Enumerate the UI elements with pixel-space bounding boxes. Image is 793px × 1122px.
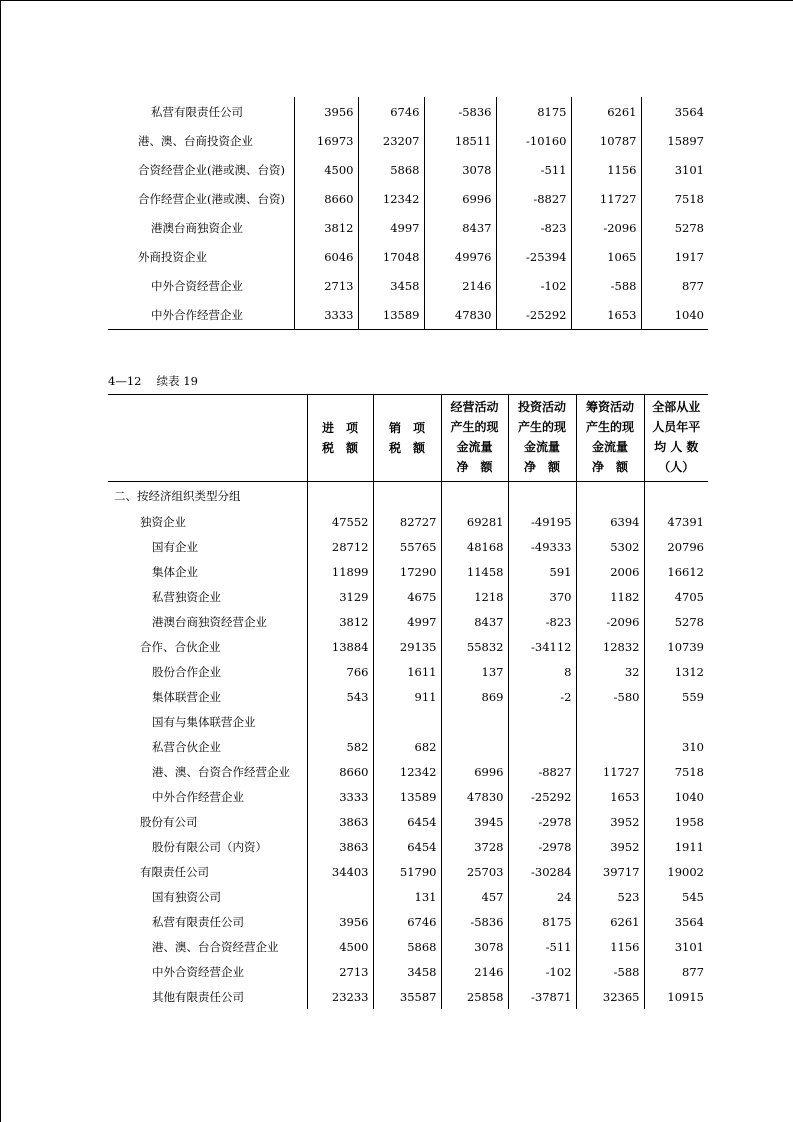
value-cell: 8660 (307, 759, 373, 784)
row-label: 国有独资公司 (152, 889, 221, 904)
value-cell: 47391 (644, 509, 708, 534)
table-row (108, 884, 708, 909)
row-label: 中外合作经营企业 (151, 307, 243, 322)
value-cell: 8660 (294, 184, 358, 213)
value-cell: 8437 (424, 213, 496, 242)
value-cell: 1156 (571, 155, 641, 184)
value-cell (508, 482, 576, 510)
value-cell: -102 (496, 271, 571, 300)
value-cell: 3101 (644, 934, 708, 959)
row-label: 合作经营企业(港或澳、台资) (138, 191, 285, 206)
table-row (108, 684, 708, 709)
value-cell: -511 (496, 155, 571, 184)
value-cell: 13589 (373, 784, 441, 809)
value-cell: 3078 (441, 934, 508, 959)
value-cell: 4705 (644, 584, 708, 609)
row-label: 港、澳、台合资经营企业 (152, 939, 279, 954)
value-cell: -25394 (496, 242, 571, 271)
value-cell: 16612 (644, 559, 708, 584)
table-row (108, 759, 708, 784)
value-cell: -2978 (508, 809, 576, 834)
row-label: 集体联营企业 (152, 689, 221, 704)
value-cell: 523 (576, 884, 644, 909)
value-cell: 23233 (307, 984, 373, 1009)
value-cell (441, 734, 508, 759)
table-row (108, 482, 708, 510)
value-cell: 32365 (576, 984, 644, 1009)
value-cell: -823 (508, 609, 576, 634)
value-cell: -49333 (508, 534, 576, 559)
value-cell: 2713 (294, 271, 358, 300)
table-row (108, 509, 708, 534)
header-avg-employees: 全部从业 人员年平 均 人 数 （人） (644, 395, 708, 482)
value-cell: 47830 (424, 300, 496, 330)
value-cell: 582 (307, 734, 373, 759)
value-cell: 3956 (294, 97, 358, 126)
value-cell: 1065 (571, 242, 641, 271)
value-cell (576, 734, 644, 759)
value-cell: -2 (508, 684, 576, 709)
row-label: 独资企业 (140, 514, 186, 529)
value-cell: 3101 (641, 155, 708, 184)
value-cell: 766 (307, 659, 373, 684)
header-investing-cash-flow: 投资活动 产生的现 金流量 净 额 (508, 395, 576, 482)
table-row (108, 126, 708, 155)
value-cell: 18511 (424, 126, 496, 155)
value-cell: 25858 (441, 984, 508, 1009)
row-label: 中外合资经营企业 (152, 964, 244, 979)
table-row (108, 859, 708, 884)
top-table-body (108, 97, 708, 330)
main-table-body (108, 482, 708, 1010)
value-cell (373, 709, 441, 734)
value-cell: -5836 (441, 909, 508, 934)
value-cell: 1917 (641, 242, 708, 271)
value-cell: -8827 (496, 184, 571, 213)
value-cell: 3564 (644, 909, 708, 934)
value-cell: 10915 (644, 984, 708, 1009)
value-cell: 7518 (644, 759, 708, 784)
value-cell: -2096 (576, 609, 644, 634)
row-label: 中外合资经营企业 (151, 278, 243, 293)
row-label: 中外合作经营企业 (152, 789, 244, 804)
table-row (108, 155, 708, 184)
value-cell: -49195 (508, 509, 576, 534)
value-cell: 877 (644, 959, 708, 984)
value-cell: 6996 (441, 759, 508, 784)
value-cell: 39717 (576, 859, 644, 884)
value-cell: -25292 (496, 300, 571, 330)
value-cell: 11899 (307, 559, 373, 584)
table-row (108, 809, 708, 834)
table-row (108, 834, 708, 859)
value-cell: 20796 (644, 534, 708, 559)
row-label: 合作、合伙企业 (140, 639, 221, 654)
value-cell: 7518 (641, 184, 708, 213)
value-cell: 3952 (576, 834, 644, 859)
value-cell: 131 (373, 884, 441, 909)
value-cell: 3952 (576, 809, 644, 834)
value-cell: 6261 (576, 909, 644, 934)
row-label: 股份有公司 (140, 814, 198, 829)
value-cell: 1611 (373, 659, 441, 684)
top-continuation-table (108, 97, 708, 330)
table-row (108, 984, 708, 1009)
value-cell: 2713 (307, 959, 373, 984)
value-cell: 6746 (373, 909, 441, 934)
table-row (108, 184, 708, 213)
table-row (108, 959, 708, 984)
table-row (108, 634, 708, 659)
value-cell: 877 (641, 271, 708, 300)
value-cell: -37871 (508, 984, 576, 1009)
value-cell: 545 (644, 884, 708, 909)
value-cell: 1312 (644, 659, 708, 684)
value-cell: 28712 (307, 534, 373, 559)
table-row (108, 709, 708, 734)
value-cell: 16973 (294, 126, 358, 155)
value-cell: 6454 (373, 809, 441, 834)
value-cell: 12342 (358, 184, 424, 213)
value-cell (508, 709, 576, 734)
value-cell: 10739 (644, 634, 708, 659)
row-label: 国有与集体联营企业 (152, 714, 256, 729)
value-cell: 11458 (441, 559, 508, 584)
value-cell: 682 (373, 734, 441, 759)
value-cell: -30284 (508, 859, 576, 884)
value-cell: -34112 (508, 634, 576, 659)
value-cell: 3863 (307, 834, 373, 859)
row-label: 二、按经济组织类型分组 (114, 488, 241, 503)
value-cell: 4997 (358, 213, 424, 242)
value-cell (307, 709, 373, 734)
value-cell: -2096 (571, 213, 641, 242)
value-cell: 3078 (424, 155, 496, 184)
value-cell: 10787 (571, 126, 641, 155)
value-cell: 3458 (358, 271, 424, 300)
value-cell: 4997 (373, 609, 441, 634)
value-cell: 55832 (441, 634, 508, 659)
value-cell: 17048 (358, 242, 424, 271)
value-cell: 11727 (571, 184, 641, 213)
value-cell: 3812 (307, 609, 373, 634)
value-cell (307, 482, 373, 510)
value-cell: 47552 (307, 509, 373, 534)
value-cell: 911 (373, 684, 441, 709)
value-cell: 1040 (644, 784, 708, 809)
header-output-tax: 销 项 税 额 (373, 395, 441, 482)
value-cell: 1040 (641, 300, 708, 330)
value-cell: -5836 (424, 97, 496, 126)
value-cell: 11727 (576, 759, 644, 784)
row-label: 私营有限责任公司 (151, 104, 243, 119)
value-cell: 5278 (641, 213, 708, 242)
table-caption: 4—12 续表 19 (108, 374, 198, 388)
value-cell: 23207 (358, 126, 424, 155)
page-left-border (0, 0, 1, 1122)
value-cell: 3945 (441, 809, 508, 834)
value-cell (373, 482, 441, 510)
value-cell: 55765 (373, 534, 441, 559)
value-cell: 2146 (441, 959, 508, 984)
value-cell: -588 (571, 271, 641, 300)
table-row (108, 97, 708, 126)
row-label: 外商投资企业 (138, 249, 207, 264)
value-cell: 1182 (576, 584, 644, 609)
value-cell: 4675 (373, 584, 441, 609)
value-cell: 591 (508, 559, 576, 584)
value-cell: 1958 (644, 809, 708, 834)
row-label: 其他有限责任公司 (152, 989, 244, 1004)
value-cell: 82727 (373, 509, 441, 534)
value-cell: 1218 (441, 584, 508, 609)
value-cell: 6454 (373, 834, 441, 859)
table-row (108, 734, 708, 759)
page-top-border (0, 0, 793, 1)
value-cell: 1911 (644, 834, 708, 859)
header-financing-cash-flow: 筹资活动 产生的现 金流量 净 额 (576, 395, 644, 482)
value-cell: 29135 (373, 634, 441, 659)
value-cell: 8437 (441, 609, 508, 634)
value-cell (441, 709, 508, 734)
row-label: 股份有限公司（内资） (152, 839, 267, 854)
value-cell: 370 (508, 584, 576, 609)
value-cell: -823 (496, 213, 571, 242)
value-cell: -102 (508, 959, 576, 984)
value-cell (508, 734, 576, 759)
value-cell: -511 (508, 934, 576, 959)
value-cell: 3863 (307, 809, 373, 834)
value-cell: 5278 (644, 609, 708, 634)
value-cell (576, 709, 644, 734)
header-stub-cell (108, 395, 307, 482)
row-label: 港、澳、台资合作经营企业 (152, 764, 290, 779)
value-cell: 6394 (576, 509, 644, 534)
value-cell: 6046 (294, 242, 358, 271)
value-cell: -588 (576, 959, 644, 984)
table-row (108, 784, 708, 809)
value-cell: 51790 (373, 859, 441, 884)
table-row (108, 659, 708, 684)
table-row (108, 271, 708, 300)
value-cell: 49976 (424, 242, 496, 271)
value-cell: 137 (441, 659, 508, 684)
value-cell: 15897 (641, 126, 708, 155)
row-label: 国有企业 (152, 539, 198, 554)
value-cell (307, 884, 373, 909)
value-cell: -580 (576, 684, 644, 709)
value-cell: 1156 (576, 934, 644, 959)
value-cell: 12832 (576, 634, 644, 659)
value-cell: 13589 (358, 300, 424, 330)
value-cell: 4500 (294, 155, 358, 184)
value-cell: 5868 (373, 934, 441, 959)
header-input-tax: 进 项 税 额 (307, 395, 373, 482)
value-cell: 6261 (571, 97, 641, 126)
value-cell (644, 482, 708, 510)
value-cell: 47830 (441, 784, 508, 809)
value-cell: 3728 (441, 834, 508, 859)
row-label: 港、澳、台商投资企业 (138, 133, 253, 148)
table-row (108, 909, 708, 934)
value-cell: 8175 (508, 909, 576, 934)
value-cell: 1653 (576, 784, 644, 809)
value-cell: -25292 (508, 784, 576, 809)
value-cell: 19002 (644, 859, 708, 884)
header-row (108, 395, 708, 482)
value-cell: 17290 (373, 559, 441, 584)
row-label: 港澳台商独资企业 (151, 220, 243, 235)
main-data-table (108, 394, 708, 1009)
value-cell: 4500 (307, 934, 373, 959)
value-cell: 3333 (294, 300, 358, 330)
value-cell: 559 (644, 684, 708, 709)
value-cell: 5302 (576, 534, 644, 559)
value-cell: -10160 (496, 126, 571, 155)
value-cell (576, 482, 644, 510)
row-label: 私营独资企业 (152, 589, 221, 604)
table-row (108, 213, 708, 242)
value-cell: -2978 (508, 834, 576, 859)
row-label: 港澳台商独资经营企业 (152, 614, 267, 629)
value-cell: 13884 (307, 634, 373, 659)
table-row (108, 242, 708, 271)
table-row (108, 609, 708, 634)
value-cell: 69281 (441, 509, 508, 534)
value-cell (644, 709, 708, 734)
value-cell (441, 482, 508, 510)
value-cell: 32 (576, 659, 644, 684)
value-cell: 12342 (373, 759, 441, 784)
value-cell: 3333 (307, 784, 373, 809)
value-cell: 3129 (307, 584, 373, 609)
table-row (108, 934, 708, 959)
value-cell: 6746 (358, 97, 424, 126)
value-cell: 25703 (441, 859, 508, 884)
value-cell: 3812 (294, 213, 358, 242)
value-cell: 457 (441, 884, 508, 909)
table-row (108, 534, 708, 559)
value-cell: 3564 (641, 97, 708, 126)
row-label: 集体企业 (152, 564, 198, 579)
table-row (108, 559, 708, 584)
table-row (108, 300, 708, 330)
value-cell: 3956 (307, 909, 373, 934)
row-label: 私营合伙企业 (152, 739, 221, 754)
row-label: 股份合作企业 (152, 664, 221, 679)
value-cell: 35587 (373, 984, 441, 1009)
value-cell: 3458 (373, 959, 441, 984)
value-cell: 543 (307, 684, 373, 709)
row-label: 合资经营企业(港或澳、台资) (138, 162, 285, 177)
header-operating-cash-flow: 经营活动 产生的现 金流量 净 额 (441, 395, 508, 482)
value-cell: 34403 (307, 859, 373, 884)
value-cell: 2006 (576, 559, 644, 584)
table-row (108, 584, 708, 609)
value-cell: 6996 (424, 184, 496, 213)
value-cell: 8 (508, 659, 576, 684)
value-cell: 310 (644, 734, 708, 759)
value-cell: -8827 (508, 759, 576, 784)
value-cell: 24 (508, 884, 576, 909)
row-label: 私营有限责任公司 (152, 914, 244, 929)
value-cell: 1653 (571, 300, 641, 330)
value-cell: 5868 (358, 155, 424, 184)
value-cell: 2146 (424, 271, 496, 300)
value-cell: 8175 (496, 97, 571, 126)
value-cell: 48168 (441, 534, 508, 559)
value-cell: 869 (441, 684, 508, 709)
row-label: 有限责任公司 (140, 864, 209, 879)
